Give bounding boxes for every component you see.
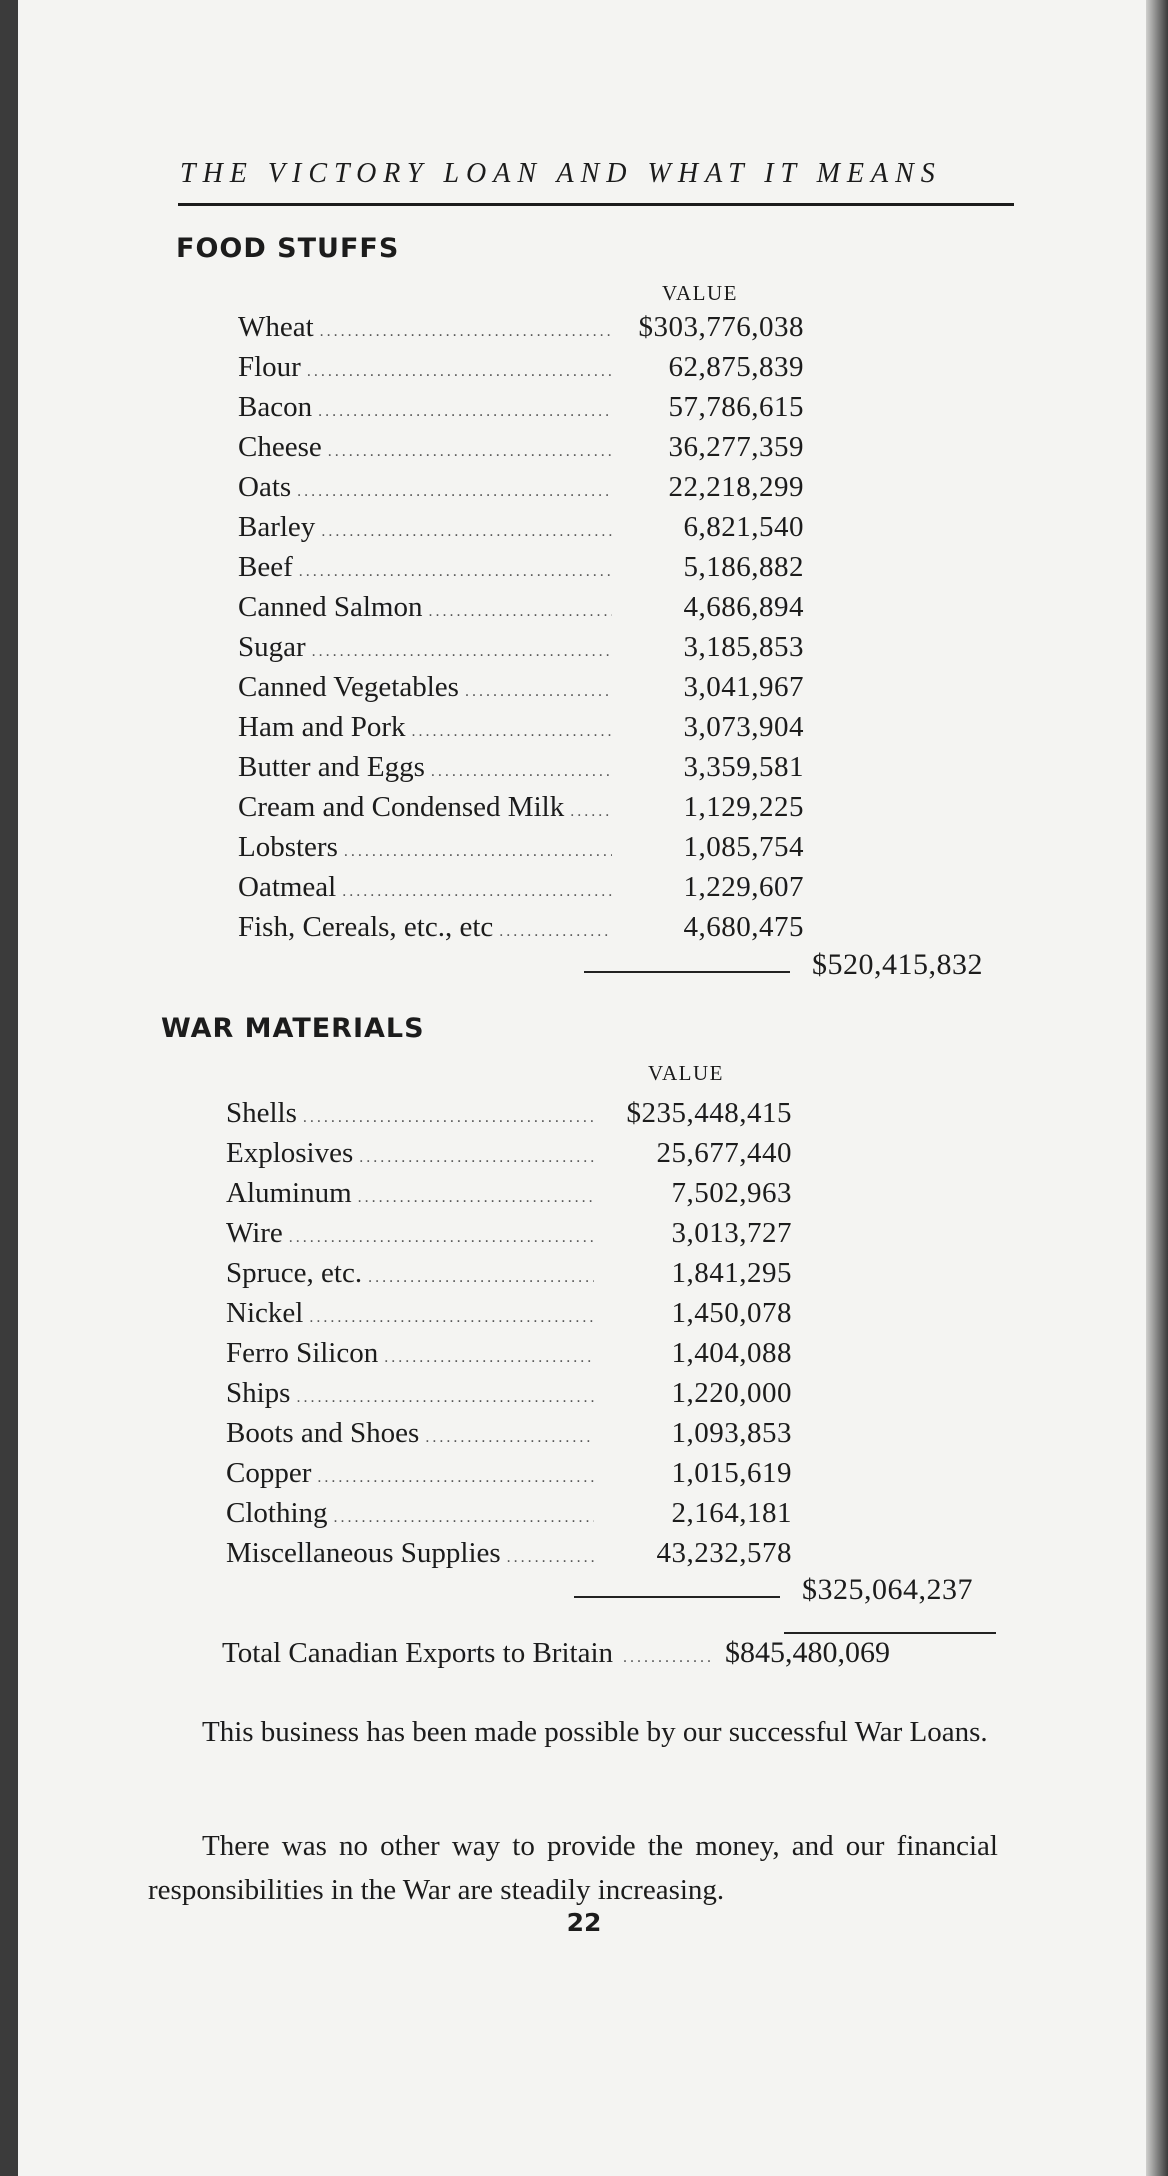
war-item-leader: [303, 1098, 594, 1138]
page-left-edge: [0, 0, 18, 2176]
food-item-leader: [342, 872, 612, 912]
food-item-label: Canned Vegetables: [238, 671, 459, 703]
food-item-leader: [328, 432, 612, 472]
war-items-list: [226, 1093, 792, 1573]
war-item-row: [226, 1093, 792, 1133]
war-item-value: 1,841,295: [671, 1257, 792, 1289]
war-subtotal-rule: [574, 1596, 780, 1598]
war-item-leader: [358, 1178, 594, 1218]
war-item-value: $235,448,415: [626, 1097, 792, 1129]
war-item-leader: [425, 1418, 594, 1458]
food-item-row: [238, 467, 804, 507]
war-item-label: Wire: [226, 1217, 283, 1249]
grand-total-row: [222, 1636, 890, 1670]
food-item-row: [238, 667, 804, 707]
food-item-row: [238, 347, 804, 387]
war-item-leader: [507, 1538, 594, 1578]
war-item-value: 1,450,078: [671, 1297, 792, 1329]
food-item-leader: [318, 392, 612, 432]
war-subtotal: $325,064,237: [802, 1573, 973, 1606]
food-item-label: Barley: [238, 511, 316, 543]
war-item-label: Miscellaneous Supplies: [226, 1537, 501, 1569]
food-item-leader: [428, 592, 612, 632]
war-item-value: 1,220,000: [671, 1377, 792, 1409]
war-item-leader: [359, 1138, 594, 1178]
food-item-value: 6,821,540: [683, 511, 804, 543]
food-item-label: Sugar: [238, 631, 306, 663]
food-item-label: Fish, Cereals, etc., etc: [238, 911, 494, 943]
war-item-row: [226, 1173, 792, 1213]
war-item-value: 2,164,181: [671, 1497, 792, 1529]
war-item-value: 7,502,963: [671, 1177, 792, 1209]
food-subtotal-rule: [584, 971, 790, 973]
grand-total-leader: [623, 1649, 713, 1667]
running-head: THE VICTORY LOAN AND WHAT IT MEANS: [180, 158, 942, 189]
war-item-value: 1,404,088: [671, 1337, 792, 1369]
war-item-label: Nickel: [226, 1297, 304, 1329]
food-item-leader: [297, 472, 612, 512]
food-item-row: [238, 747, 804, 787]
grand-total-label: Total Canadian Exports to Britain: [222, 1637, 614, 1669]
food-item-row: [238, 547, 804, 587]
food-item-leader: [312, 632, 612, 672]
running-head-rule: [178, 203, 1014, 206]
war-item-row: [226, 1293, 792, 1333]
food-item-leader: [344, 832, 612, 872]
war-item-label: Ships: [226, 1377, 291, 1409]
food-item-label: Cream and Condensed Milk: [238, 791, 565, 823]
food-item-row: [238, 867, 804, 907]
food-item-label: Lobsters: [238, 831, 338, 863]
war-item-leader: [334, 1498, 594, 1538]
food-item-label: Flour: [238, 351, 301, 383]
food-item-value: 62,875,839: [668, 351, 804, 383]
food-item-label: Beef: [238, 551, 293, 583]
food-item-value: 4,680,475: [683, 911, 804, 943]
food-item-value: 1,229,607: [683, 871, 804, 903]
food-item-leader: [431, 752, 612, 792]
war-item-label: Explosives: [226, 1137, 354, 1169]
war-item-label: Boots and Shoes: [226, 1417, 420, 1449]
food-section-title: FOOD STUFFS: [176, 233, 400, 264]
war-item-row: [226, 1213, 792, 1253]
food-items-list: [238, 307, 804, 947]
food-item-value: 57,786,615: [668, 391, 804, 423]
war-item-leader: [296, 1378, 594, 1418]
grand-total-rule: [784, 1632, 996, 1634]
grand-total-value: $845,480,069: [725, 1636, 891, 1669]
paragraph-war-loans: This business has been made possible by our successful War Loans.: [202, 1716, 988, 1748]
war-item-row: [226, 1533, 792, 1573]
food-item-value: 3,359,581: [683, 751, 804, 783]
war-item-label: Clothing: [226, 1497, 328, 1529]
food-item-label: Canned Salmon: [238, 591, 423, 623]
war-item-row: [226, 1453, 792, 1493]
food-item-value: 36,277,359: [668, 431, 804, 463]
war-item-label: Aluminum: [226, 1177, 352, 1209]
war-item-value: 1,093,853: [671, 1417, 792, 1449]
war-item-value: 43,232,578: [656, 1537, 792, 1569]
food-item-row: [238, 787, 804, 827]
food-item-label: Oats: [238, 471, 292, 503]
food-item-row: [238, 827, 804, 867]
food-subtotal: $520,415,832: [812, 948, 983, 981]
food-item-value: 5,186,882: [683, 551, 804, 583]
food-item-label: Ham and Pork: [238, 711, 406, 743]
war-item-leader: [368, 1258, 594, 1298]
food-item-row: [238, 627, 804, 667]
paragraph-financial-responsibilities: There was no other way to provide the money, and our financial responsibilities in the War are steadily increasing.: [148, 1830, 998, 1906]
food-item-value: 4,686,894: [683, 591, 804, 623]
war-item-leader: [289, 1218, 594, 1258]
food-item-row: [238, 307, 804, 347]
food-item-leader: [499, 912, 612, 952]
war-item-row: [226, 1133, 792, 1173]
food-item-leader: [465, 672, 612, 712]
war-item-label: Copper: [226, 1457, 312, 1489]
food-item-value: 3,185,853: [683, 631, 804, 663]
war-item-row: [226, 1253, 792, 1293]
food-item-row: [238, 707, 804, 747]
food-item-leader: [412, 712, 612, 752]
food-item-label: Butter and Eggs: [238, 751, 425, 783]
food-item-row: [238, 587, 804, 627]
war-item-row: [226, 1333, 792, 1373]
food-item-row: [238, 507, 804, 547]
food-item-leader: [320, 312, 612, 352]
war-item-value: 1,015,619: [671, 1457, 792, 1489]
food-item-label: Oatmeal: [238, 871, 337, 903]
war-item-leader: [309, 1298, 594, 1338]
war-item-row: [226, 1493, 792, 1533]
war-item-label: Ferro Silicon: [226, 1337, 379, 1369]
food-item-value: 3,073,904: [683, 711, 804, 743]
war-item-row: [226, 1413, 792, 1453]
food-item-value: 1,129,225: [683, 791, 804, 823]
war-item-leader: [384, 1338, 594, 1378]
food-item-leader: [321, 512, 612, 552]
page-right-edge: [1146, 0, 1168, 2176]
food-item-value: $303,776,038: [638, 311, 804, 343]
war-value-column-header: VALUE: [648, 1061, 724, 1085]
food-item-row: [238, 907, 804, 947]
war-item-label: Spruce, etc.: [226, 1257, 363, 1289]
food-item-row: [238, 387, 804, 427]
food-item-leader: [570, 792, 612, 832]
war-item-leader: [317, 1458, 594, 1498]
food-item-row: [238, 427, 804, 467]
war-item-value: 25,677,440: [656, 1137, 792, 1169]
food-item-value: 1,085,754: [683, 831, 804, 863]
food-item-value: 3,041,967: [683, 671, 804, 703]
food-item-label: Bacon: [238, 391, 313, 423]
war-item-row: [226, 1373, 792, 1413]
food-item-label: Wheat: [238, 311, 314, 343]
war-item-label: Shells: [226, 1097, 297, 1129]
war-section-title: WAR MATERIALS: [161, 1013, 425, 1044]
food-item-leader: [307, 352, 612, 392]
food-item-value: 22,218,299: [668, 471, 804, 503]
food-item-label: Cheese: [238, 431, 322, 463]
page-number: 22: [566, 1908, 602, 1937]
food-value-column-header: VALUE: [662, 281, 738, 305]
war-item-value: 3,013,727: [671, 1217, 792, 1249]
food-item-leader: [299, 552, 612, 592]
